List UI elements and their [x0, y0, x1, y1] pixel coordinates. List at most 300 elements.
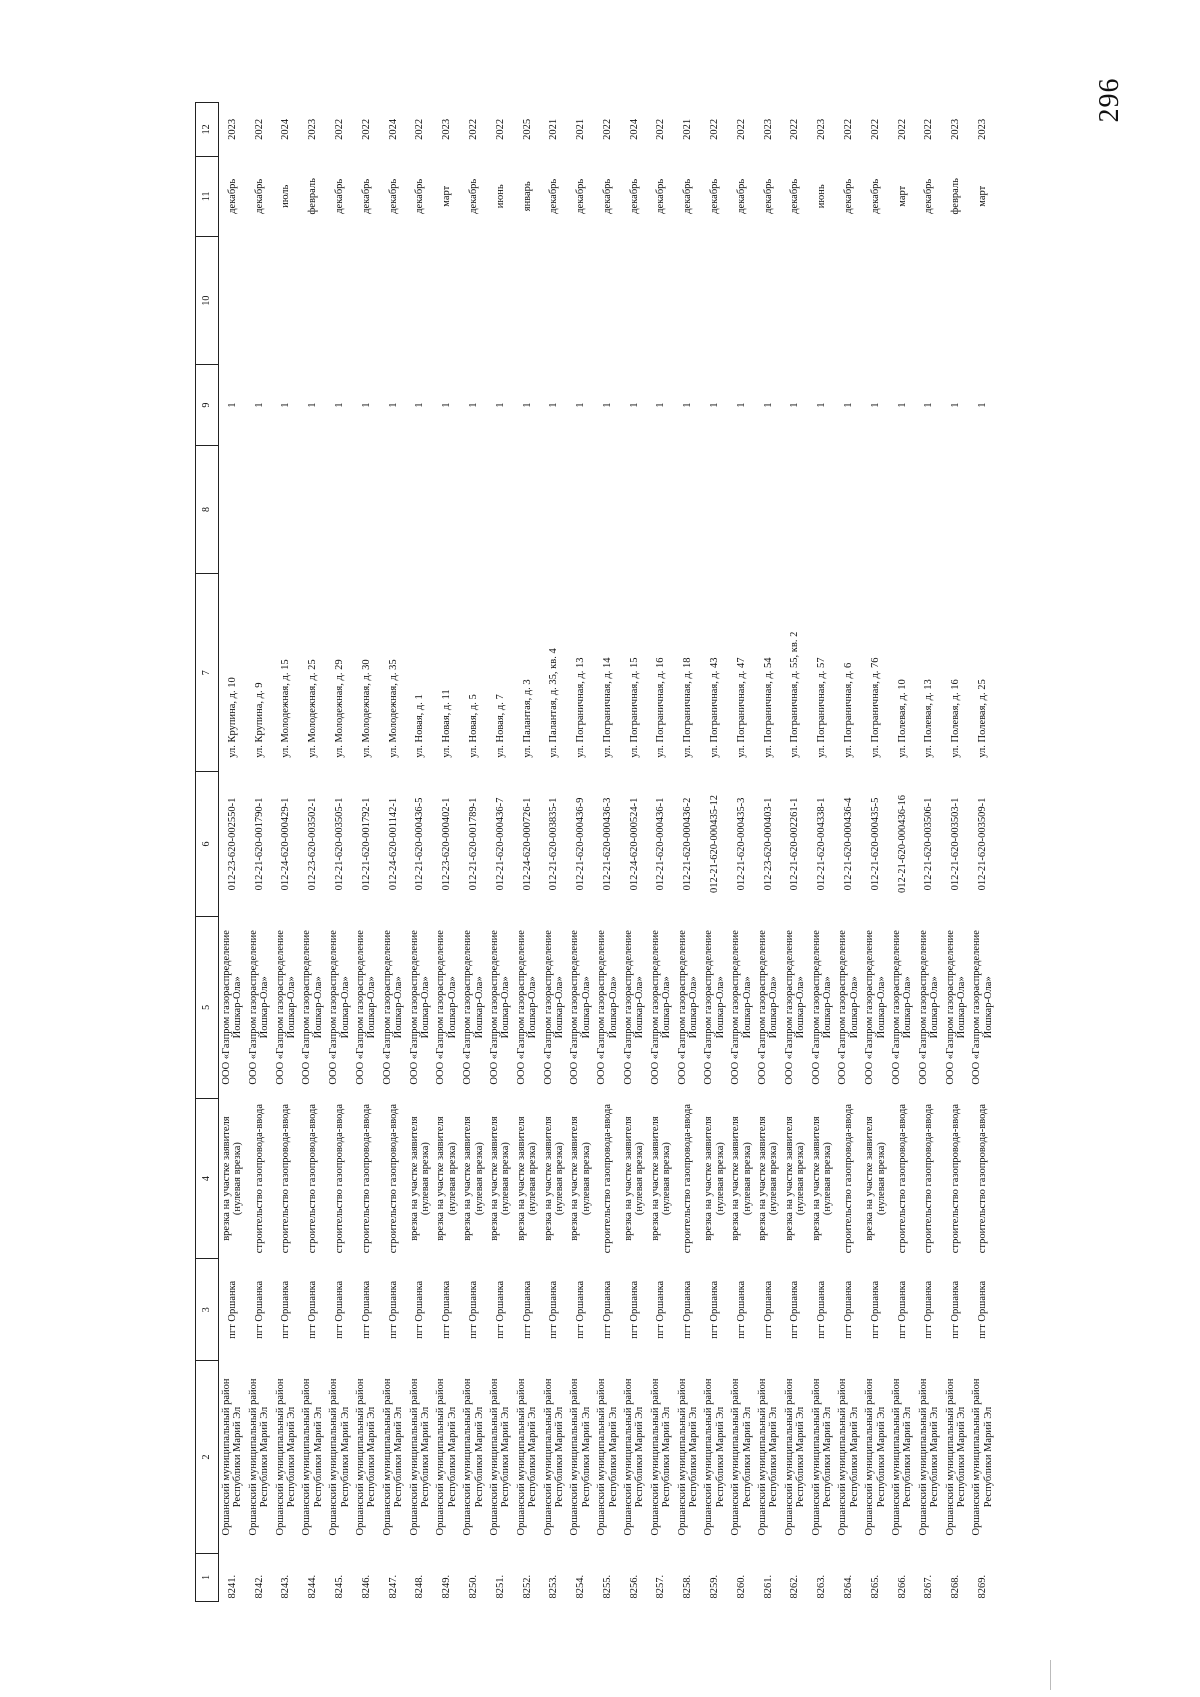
- cell-address: ул. Молодежная, д. 30: [360, 659, 372, 758]
- cell-c10: [487, 236, 514, 364]
- cell-settlement: пгт Оршанка: [575, 1280, 587, 1339]
- table-row: [487, 103, 514, 1602]
- cell-c8: [969, 445, 996, 573]
- cell-c8: [755, 445, 782, 573]
- cell-work: строительство газопровода-ввода: [333, 1103, 345, 1254]
- cell-year: 2023: [762, 118, 774, 140]
- cell-month: март: [896, 185, 908, 207]
- cell-c10: [514, 236, 541, 364]
- cell-c10: [433, 236, 460, 364]
- table-row: [755, 103, 782, 1602]
- cell-org: ООО «Газпром газораспределение Йошкар-Ола»: [489, 930, 512, 1085]
- cell-address: ул. Пограничная, д. 47: [735, 657, 747, 758]
- column-header: 3: [196, 1259, 219, 1361]
- cell-month: декабрь: [575, 178, 587, 214]
- cell-settlement: пгт Оршанка: [896, 1280, 908, 1339]
- cell-settlement: пгт Оршанка: [655, 1280, 667, 1339]
- cell-num: 8253.: [548, 1574, 560, 1599]
- gasification-table: [195, 102, 996, 1602]
- cell-settlement: пгт Оршанка: [950, 1280, 962, 1339]
- cell-c9: 1: [414, 402, 426, 408]
- cell-year: 2023: [816, 118, 828, 140]
- cell-address: ул. Пограничная, д. 57: [816, 657, 828, 758]
- cell-org: ООО «Газпром газораспределение Йошкар-Ола»: [381, 930, 405, 1085]
- cell-district: Оршанский муниципальный район Республики Марий Эл: [971, 1378, 994, 1536]
- cell-settlement: пгт Оршанка: [762, 1280, 774, 1339]
- cell-year: 2022: [869, 118, 881, 140]
- cell-num: 8249.: [441, 1574, 453, 1599]
- cell-work: врезка на участке заявителя (нулевая врезка): [864, 1116, 887, 1241]
- cell-settlement: пгт Оршанка: [628, 1280, 640, 1339]
- cell-month: декабрь: [226, 178, 238, 214]
- cell-year: 2022: [709, 118, 721, 140]
- column-header: 6: [196, 772, 219, 917]
- cell-c8: [246, 445, 273, 573]
- cell-month: декабрь: [414, 178, 426, 214]
- cell-c9: 1: [789, 402, 801, 408]
- cell-c9: 1: [333, 402, 345, 408]
- cell-c10: [648, 236, 675, 364]
- cell-c10: [219, 236, 246, 364]
- column-header: 1: [196, 1553, 219, 1601]
- cell-settlement: пгт Оршанка: [816, 1280, 828, 1339]
- cell-c9: 1: [226, 402, 238, 408]
- cell-year: 2021: [575, 118, 587, 140]
- cell-code: 012-21-620-003506-1: [923, 797, 935, 891]
- cell-work: врезка на участке заявителя (нулевая врезка): [489, 1116, 512, 1241]
- cell-month: декабрь: [655, 178, 667, 214]
- cell-num: 8268.: [950, 1574, 962, 1599]
- cell-address: ул. Пограничная, д. 15: [628, 657, 640, 758]
- cell-year: 2021: [548, 118, 560, 140]
- table-row: [514, 103, 541, 1602]
- cell-month: февраль: [307, 178, 319, 215]
- cell-month: январь: [521, 181, 533, 212]
- cell-c10: [567, 236, 594, 364]
- cell-settlement: пгт Оршанка: [789, 1280, 801, 1339]
- cell-year: 2022: [789, 118, 801, 140]
- cell-work: врезка на участке заявителя (нулевая врезка): [462, 1116, 485, 1241]
- cell-org: ООО «Газпром газораспределение Йошкар-Ола»: [301, 930, 324, 1085]
- cell-settlement: пгт Оршанка: [735, 1280, 747, 1339]
- cell-month: декабрь: [923, 178, 935, 214]
- cell-code: 012-21-620-003503-1: [950, 797, 962, 891]
- cell-code: 012-21-620-001790-1: [253, 797, 265, 891]
- column-header: 2: [196, 1361, 219, 1554]
- cell-month: март: [977, 185, 989, 207]
- cell-c10: [862, 236, 889, 364]
- cell-org: ООО «Газпром газораспределение Йошкар-Ола»: [542, 930, 565, 1085]
- cell-year: 2022: [655, 118, 667, 140]
- cell-code: 012-21-620-000436-9: [575, 797, 587, 891]
- cell-district: Оршанский муниципальный район Республики Марий Эл: [890, 1378, 914, 1536]
- cell-settlement: пгт Оршанка: [494, 1280, 506, 1339]
- cell-num: 8255.: [601, 1574, 613, 1599]
- cell-c9: 1: [360, 402, 372, 408]
- cell-c9: 1: [575, 402, 587, 408]
- cell-work: строительство газопровода-ввода: [896, 1103, 908, 1254]
- cell-org: ООО «Газпром газораспределение Йошкар-Ола»: [810, 930, 833, 1085]
- cell-district: Оршанский муниципальный район Республики Марий Эл: [623, 1378, 646, 1536]
- cell-c9: 1: [762, 402, 774, 408]
- cell-c8: [460, 445, 487, 573]
- cell-code: 012-21-620-003835-1: [548, 797, 560, 891]
- cell-address: ул. Новая, д. 11: [441, 689, 453, 758]
- table-row: [567, 103, 594, 1602]
- cell-c8: [835, 445, 862, 573]
- cell-district: Оршанский муниципальный район Республики Марий Эл: [596, 1378, 619, 1536]
- cell-org: ООО «Газпром газораспределение Йошкар-Ола»: [623, 930, 646, 1085]
- cell-num: 8262.: [789, 1574, 801, 1599]
- cell-c10: [621, 236, 648, 364]
- cell-district: Оршанский муниципальный район Республики Марий Эл: [355, 1378, 378, 1536]
- cell-code: 012-21-620-001792-1: [360, 797, 372, 891]
- cell-year: 2023: [441, 118, 453, 140]
- cell-c9: 1: [816, 402, 828, 408]
- cell-code: 012-23-620-003502-1: [307, 797, 319, 891]
- cell-org: ООО «Газпром газораспределение Йошкар-Ола»: [515, 930, 539, 1085]
- cell-code: 012-24-620-000429-1: [280, 797, 292, 891]
- cell-settlement: пгт Оршанка: [923, 1280, 935, 1339]
- cell-org: ООО «Газпром газораспределение Йошкар-Ола»: [864, 930, 887, 1085]
- cell-work: врезка на участке заявителя (нулевая врезка): [730, 1116, 753, 1241]
- cell-district: Оршанский муниципальный район Республики Марий Эл: [569, 1378, 592, 1536]
- cell-month: декабрь: [709, 178, 721, 214]
- cell-c9: 1: [843, 402, 855, 408]
- cell-c9: 1: [280, 402, 292, 408]
- cell-address: ул. Пограничная, д. 13: [575, 657, 587, 758]
- cell-num: 8241.: [226, 1574, 238, 1599]
- cell-code: 012-21-620-000436-1: [655, 797, 667, 891]
- table-row: [380, 103, 407, 1602]
- cell-work: врезка на участке заявителя (нулевая врезка): [569, 1116, 592, 1241]
- cell-c9: 1: [628, 402, 640, 408]
- table-row: [675, 103, 702, 1602]
- cell-org: ООО «Газпром газораспределение Йошкар-Ола»: [274, 930, 297, 1085]
- cell-district: Оршанский муниципальный район Республики Марий Эл: [783, 1378, 807, 1536]
- cell-work: строительство газопровода-ввода: [950, 1103, 962, 1254]
- cell-c10: [326, 236, 353, 364]
- cell-month: февраль: [950, 178, 962, 215]
- cell-year: 2022: [253, 118, 265, 140]
- cell-work: врезка на участке заявителя (нулевая врезка): [783, 1116, 807, 1241]
- cell-c8: [809, 445, 836, 573]
- cell-num: 8245.: [333, 1574, 345, 1599]
- cell-district: Оршанский муниципальный район Республики Марий Эл: [837, 1378, 860, 1536]
- cell-num: 8242.: [253, 1574, 265, 1599]
- cell-work: строительство газопровода-ввода: [360, 1103, 372, 1254]
- cell-work: врезка на участке заявителя (нулевая врезка): [810, 1116, 833, 1241]
- cell-c8: [299, 445, 326, 573]
- cell-org: ООО «Газпром газораспределение Йошкар-Ола»: [944, 930, 967, 1085]
- cell-district: Оршанский муниципальный район Республики Марий Эл: [810, 1378, 833, 1536]
- table-row: [648, 103, 675, 1602]
- cell-c9: 1: [682, 402, 694, 408]
- cell-num: 8258.: [682, 1574, 694, 1599]
- cell-c9: 1: [387, 402, 399, 408]
- cell-c9: 1: [467, 402, 479, 408]
- cell-settlement: пгт Оршанка: [307, 1280, 319, 1339]
- cell-settlement: пгт Оршанка: [601, 1280, 613, 1339]
- cell-settlement: пгт Оршанка: [467, 1280, 479, 1339]
- cell-work: строительство газопровода-ввода: [601, 1103, 613, 1254]
- cell-num: 8267.: [923, 1574, 935, 1599]
- cell-code: 012-21-620-000436-16: [896, 795, 908, 894]
- cell-c8: [433, 445, 460, 573]
- cell-c8: [701, 445, 728, 573]
- cell-code: 012-21-620-003509-1: [977, 797, 989, 891]
- cell-c10: [835, 236, 862, 364]
- cell-settlement: пгт Оршанка: [709, 1280, 721, 1339]
- cell-c8: [916, 445, 943, 573]
- cell-address: ул. Крупина, д. 10: [226, 677, 238, 758]
- cell-c8: [514, 445, 541, 573]
- cell-code: 012-24-620-001142-1: [387, 797, 399, 891]
- cell-c10: [916, 236, 943, 364]
- cell-district: Оршанский муниципальный район Республики Марий Эл: [944, 1378, 967, 1536]
- cell-work: врезка на участке заявителя (нулевая врезка): [515, 1116, 539, 1241]
- cell-work: врезка на участке заявителя (нулевая врезка): [703, 1116, 726, 1241]
- cell-address: ул. Пограничная, д. 16: [655, 657, 667, 758]
- cell-address: ул. Пограничная, д. 54: [762, 657, 774, 758]
- cell-c10: [594, 236, 621, 364]
- cell-year: 2025: [521, 118, 533, 140]
- cell-c8: [353, 445, 380, 573]
- cell-num: 8246.: [360, 1574, 372, 1599]
- cell-c10: [246, 236, 273, 364]
- table-row: [728, 103, 755, 1602]
- table-row: [219, 103, 246, 1602]
- cell-year: 2023: [950, 118, 962, 140]
- table-row: [433, 103, 460, 1602]
- column-header: 9: [196, 365, 219, 445]
- cell-district: Оршанский муниципальный район Республики Марий Эл: [730, 1378, 753, 1536]
- cell-year: 2022: [601, 118, 613, 140]
- cell-work: врезка на участке заявителя (нулевая врезка): [435, 1116, 458, 1241]
- cell-code: 012-21-620-000436-3: [601, 797, 613, 891]
- table-row: [326, 103, 353, 1602]
- cell-settlement: пгт Оршанка: [977, 1280, 989, 1339]
- cell-district: Оршанский муниципальный район Республики Марий Эл: [489, 1378, 512, 1536]
- cell-code: 012-23-620-000403-1: [762, 797, 774, 891]
- cell-year: 2022: [735, 118, 747, 140]
- cell-district: Оршанский муниципальный район Республики Марий Эл: [435, 1378, 458, 1536]
- cell-month: декабрь: [628, 178, 640, 214]
- cell-code: 012-23-620-000402-1: [441, 797, 453, 891]
- cell-year: 2022: [923, 118, 935, 140]
- cell-year: 2023: [226, 118, 238, 140]
- cell-org: ООО «Газпром газораспределение Йошкар-Ола»: [355, 930, 378, 1085]
- cell-num: 8248.: [414, 1574, 426, 1599]
- cell-year: 2024: [280, 118, 292, 140]
- cell-c10: [299, 236, 326, 364]
- cell-work: врезка на участке заявителя (нулевая врезка): [542, 1116, 565, 1241]
- cell-address: ул. Полевая, д. 10: [896, 679, 908, 758]
- cell-c9: 1: [977, 402, 989, 408]
- cell-work: строительство газопровода-ввода: [682, 1103, 694, 1254]
- cell-work: строительство газопровода-ввода: [280, 1103, 292, 1254]
- cell-address: ул. Пограничная, д. 18: [682, 657, 694, 758]
- column-header: 12: [196, 103, 219, 157]
- cell-code: 012-21-620-000435-5: [869, 797, 881, 891]
- cell-c8: [943, 445, 970, 573]
- cell-c9: 1: [441, 402, 453, 408]
- table-row: [916, 103, 943, 1602]
- cell-month: декабрь: [682, 178, 694, 214]
- cell-district: Оршанский муниципальный район Республики Марий Эл: [703, 1378, 726, 1536]
- cell-c9: 1: [494, 402, 506, 408]
- cell-settlement: пгт Оршанка: [682, 1280, 694, 1339]
- cell-work: врезка на участке заявителя (нулевая врезка): [757, 1116, 780, 1241]
- cell-year: 2022: [333, 118, 345, 140]
- table-row: [621, 103, 648, 1602]
- cell-code: 012-21-620-001789-1: [467, 797, 479, 891]
- cell-num: 8263.: [816, 1574, 828, 1599]
- cell-num: 8250.: [467, 1574, 479, 1599]
- cell-c9: 1: [950, 402, 962, 408]
- table-row: [594, 103, 621, 1602]
- cell-month: июнь: [494, 184, 506, 209]
- cell-code: 012-21-620-000435-3: [735, 797, 747, 891]
- cell-num: 8257.: [655, 1574, 667, 1599]
- cell-settlement: пгт Оршанка: [548, 1280, 560, 1339]
- cell-address: ул. Молодежная, д. 29: [333, 659, 345, 758]
- cell-address: ул. Пограничная, д. 43: [709, 657, 721, 758]
- cell-c10: [943, 236, 970, 364]
- table-row: [541, 103, 568, 1602]
- cell-settlement: пгт Оршанка: [414, 1280, 426, 1339]
- column-header: 10: [196, 236, 219, 364]
- cell-org: ООО «Газпром газораспределение Йошкар-Ола»: [971, 930, 994, 1085]
- table-row: [273, 103, 300, 1602]
- table-row: [969, 103, 996, 1602]
- cell-work: врезка на участке заявителя (нулевая врезка): [221, 1116, 244, 1241]
- cell-district: Оршанский муниципальный район Республики Марий Эл: [381, 1378, 405, 1536]
- cell-c10: [701, 236, 728, 364]
- cell-num: 8243.: [280, 1574, 292, 1599]
- cell-c10: [728, 236, 755, 364]
- cell-c10: [782, 236, 809, 364]
- cell-org: ООО «Газпром газораспределение Йошкар-Ола»: [676, 930, 699, 1085]
- cell-org: ООО «Газпром газораспределение Йошкар-Ола»: [435, 930, 458, 1085]
- cell-org: ООО «Газпром газораспределение Йошкар-Ола»: [917, 930, 941, 1085]
- page-number: 296: [1094, 77, 1125, 123]
- cell-c9: 1: [709, 402, 721, 408]
- cell-code: 012-24-620-000726-1: [521, 797, 533, 891]
- cell-address: ул. Полевая, д. 25: [977, 679, 989, 758]
- cell-settlement: пгт Оршанка: [226, 1280, 238, 1339]
- cell-district: Оршанский муниципальный район Республики Марий Эл: [301, 1378, 324, 1536]
- cell-settlement: пгт Оршанка: [521, 1280, 533, 1339]
- cell-month: декабрь: [467, 178, 479, 214]
- cell-district: Оршанский муниципальный район Республики Марий Эл: [408, 1378, 431, 1536]
- cell-c9: 1: [548, 402, 560, 408]
- cell-c9: 1: [655, 402, 667, 408]
- cell-year: 2022: [896, 118, 908, 140]
- cell-district: Оршанский муниципальный район Республики Марий Эл: [274, 1378, 297, 1536]
- cell-c9: 1: [521, 402, 533, 408]
- cell-year: 2023: [977, 118, 989, 140]
- cell-code: 012-21-620-004338-1: [816, 797, 828, 891]
- cell-settlement: пгт Оршанка: [843, 1280, 855, 1339]
- column-header: 11: [196, 156, 219, 236]
- table-row: [407, 103, 434, 1602]
- cell-org: ООО «Газпром газораспределение Йошкар-Ола»: [783, 930, 807, 1085]
- table-row: [299, 103, 326, 1602]
- column-header: 4: [196, 1098, 219, 1259]
- cell-year: 2022: [494, 118, 506, 140]
- cell-code: 012-21-620-000436-5: [414, 797, 426, 891]
- cell-month: декабрь: [762, 178, 774, 214]
- cell-c8: [326, 445, 353, 573]
- cell-org: ООО «Газпром газораспределение Йошкар-Ола»: [596, 930, 619, 1085]
- column-header: 5: [196, 916, 219, 1098]
- cell-settlement: пгт Оршанка: [280, 1280, 292, 1339]
- cell-district: Оршанский муниципальный район Республики Марий Эл: [676, 1378, 699, 1536]
- cell-code: 012-21-620-002261-1: [789, 797, 801, 891]
- cell-district: Оршанский муниципальный район Республики Марий Эл: [917, 1378, 941, 1536]
- cell-org: ООО «Газпром газораспределение Йошкар-Ола»: [890, 930, 914, 1085]
- cell-year: 2022: [360, 118, 372, 140]
- cell-year: 2022: [467, 118, 479, 140]
- cell-num: 8254.: [575, 1574, 587, 1599]
- cell-address: ул. Крупина, д. 9: [253, 682, 265, 758]
- cell-c8: [675, 445, 702, 573]
- cell-work: строительство газопровода-ввода: [253, 1103, 265, 1254]
- cell-district: Оршанский муниципальный район Республики Марий Эл: [757, 1378, 780, 1536]
- cell-num: 8266.: [896, 1574, 908, 1599]
- cell-district: Оршанский муниципальный район Республики Марий Эл: [515, 1378, 539, 1536]
- cell-work: строительство газопровода-ввода: [923, 1103, 935, 1254]
- cell-settlement: пгт Оршанка: [387, 1280, 399, 1339]
- cell-year: 2024: [387, 118, 399, 140]
- cell-c8: [567, 445, 594, 573]
- cell-org: ООО «Газпром газораспределение Йошкар-Ола»: [247, 930, 271, 1085]
- table-row: [353, 103, 380, 1602]
- cell-settlement: пгт Оршанка: [333, 1280, 345, 1339]
- cell-district: Оршанский муниципальный район Республики Марий Эл: [462, 1378, 485, 1536]
- cell-year: 2021: [682, 118, 694, 140]
- cell-address: ул. Новая, д. 5: [467, 694, 479, 758]
- cell-org: ООО «Газпром газораспределение Йошкар-Ола»: [703, 930, 726, 1085]
- column-header: 8: [196, 445, 219, 573]
- table-row: [889, 103, 916, 1602]
- cell-work: врезка на участке заявителя (нулевая врезка): [623, 1116, 646, 1241]
- cell-district: Оршанский муниципальный район Республики Марий Эл: [864, 1378, 887, 1536]
- column-header: 7: [196, 574, 219, 772]
- cell-c10: [675, 236, 702, 364]
- cell-num: 8244.: [307, 1574, 319, 1599]
- cell-month: июнь: [816, 184, 828, 209]
- cell-address: ул. Полевая, д. 16: [950, 679, 962, 758]
- rotated-sheet: [195, 102, 994, 1602]
- cell-c10: [460, 236, 487, 364]
- cell-address: ул. Палантая, д. 35, кв. 4: [548, 648, 560, 758]
- cell-c8: [889, 445, 916, 573]
- cell-num: 8265.: [869, 1574, 881, 1599]
- cell-work: строительство газопровода-ввода: [387, 1103, 399, 1254]
- header-row: [196, 103, 219, 1602]
- cell-month: декабрь: [387, 178, 399, 214]
- cell-address: ул. Пограничная, д. 6: [843, 662, 855, 758]
- cell-org: ООО «Газпром газораспределение Йошкар-Ола»: [462, 930, 485, 1085]
- cell-c9: 1: [601, 402, 613, 408]
- cell-address: ул. Молодежная, д. 25: [307, 659, 319, 758]
- cell-code: 012-21-620-003505-1: [333, 797, 345, 891]
- cell-address: ул. Новая, д. 7: [494, 694, 506, 758]
- cell-month: декабрь: [869, 178, 881, 214]
- cell-c8: [273, 445, 300, 573]
